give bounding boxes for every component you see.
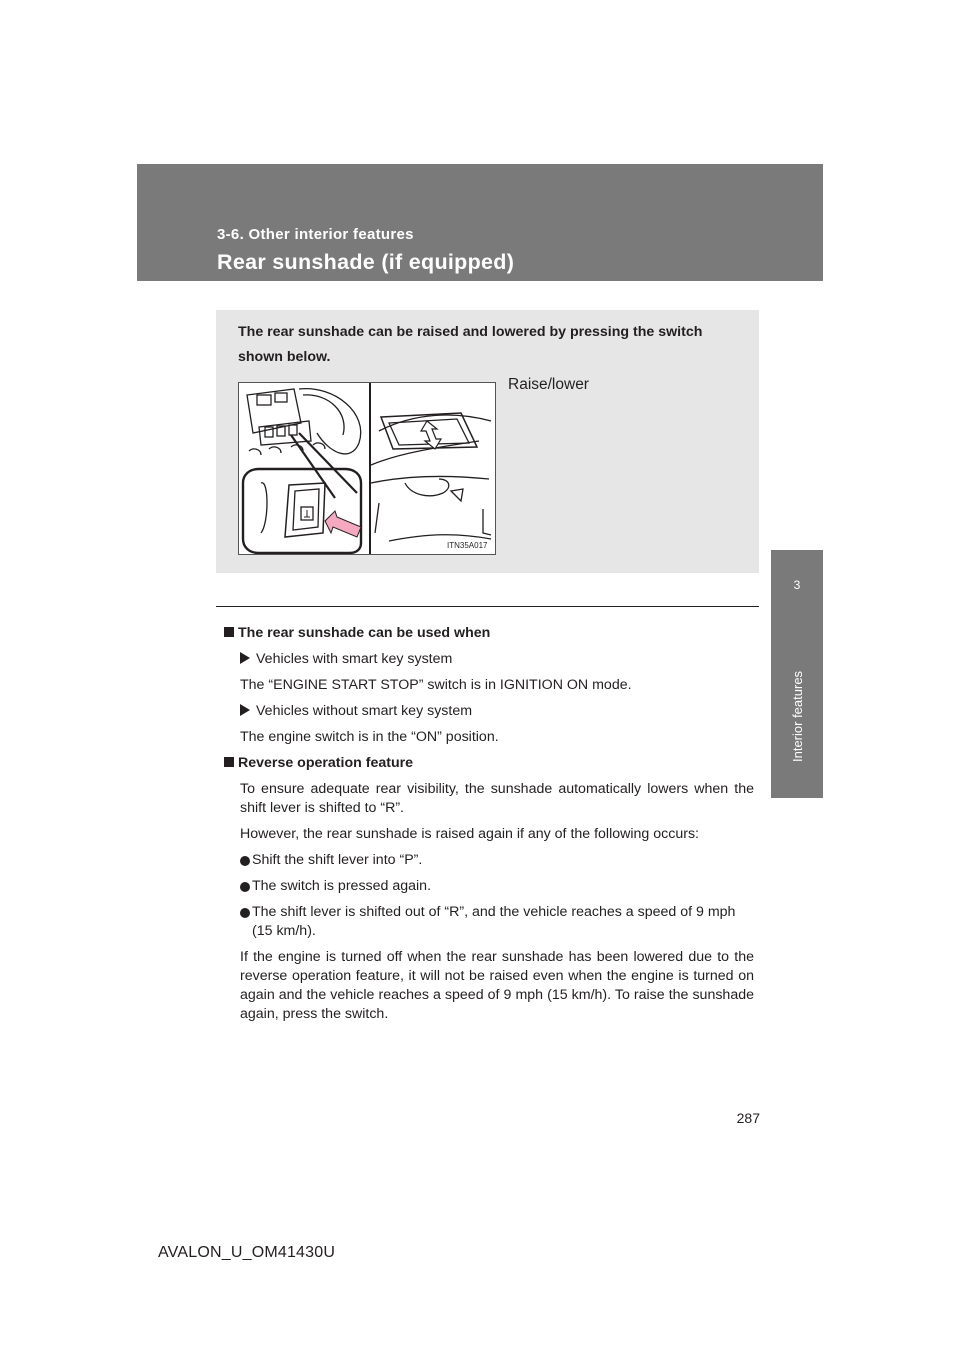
condition-line: Vehicles without smart key system	[224, 702, 754, 721]
chapter-number: 3	[793, 578, 801, 592]
list-item: Shift the shift lever into “P”.	[224, 851, 754, 870]
triangle-arrow-icon	[240, 652, 250, 664]
body-paragraph: To ensure adequate rear visibility, the sunshade automatically lowers when the shift lever is shifted to “R”.	[240, 781, 754, 816]
section-heading: Reverse operation feature	[224, 754, 754, 773]
figure-code: ITN35A017	[447, 541, 488, 550]
square-bullet-icon	[224, 757, 234, 767]
body-text	[224, 624, 754, 1031]
sunshade-switch-illustration	[238, 382, 496, 555]
section-heading: The rear sunshade can be used when	[224, 624, 754, 643]
section-label: 3-6. Other interior features	[217, 226, 414, 243]
intro-box	[216, 310, 759, 573]
intro-text: The rear sunshade can be raised and lowered by pressing the switch shown below.	[238, 324, 703, 365]
chapter-header	[137, 164, 823, 281]
raise-lower-callout: Raise/lower	[508, 376, 589, 393]
circle-bullet-icon	[240, 856, 250, 866]
body-paragraph: The engine switch is in the “ON” position.	[240, 729, 499, 745]
condition-line: Vehicles with smart key system	[224, 650, 754, 669]
list-item: The shift lever is shifted out of “R”, and the vehicle reaches a speed of 9 mph (15 km/h).	[224, 903, 754, 941]
triangle-arrow-icon	[240, 704, 250, 716]
body-paragraph: The “ENGINE START STOP” switch is in IGNITION ON mode.	[240, 677, 632, 693]
list-item: The switch is pressed again.	[224, 877, 754, 896]
body-paragraph: If the engine is turned off when the rear sunshade has been lowered due to the reverse operation feature, it will not be raised even when the engine is turned on again and the vehicle reaches a speed of 9 mph (15 km/h). To raise the sunshade again, press the switch.	[240, 949, 754, 1022]
section-divider	[216, 606, 759, 607]
circle-bullet-icon	[240, 908, 250, 918]
circle-bullet-icon	[240, 882, 250, 892]
page-number: 287	[736, 1110, 760, 1126]
body-paragraph: However, the rear sunshade is raised again if any of the following occurs:	[240, 826, 699, 842]
chapter-label: Interior features	[790, 670, 805, 762]
square-bullet-icon	[224, 627, 234, 637]
page-title: Rear sunshade (if equipped)	[217, 250, 515, 274]
chapter-side-tab	[771, 550, 823, 798]
document-code: AVALON_U_OM41430U	[158, 1244, 336, 1261]
